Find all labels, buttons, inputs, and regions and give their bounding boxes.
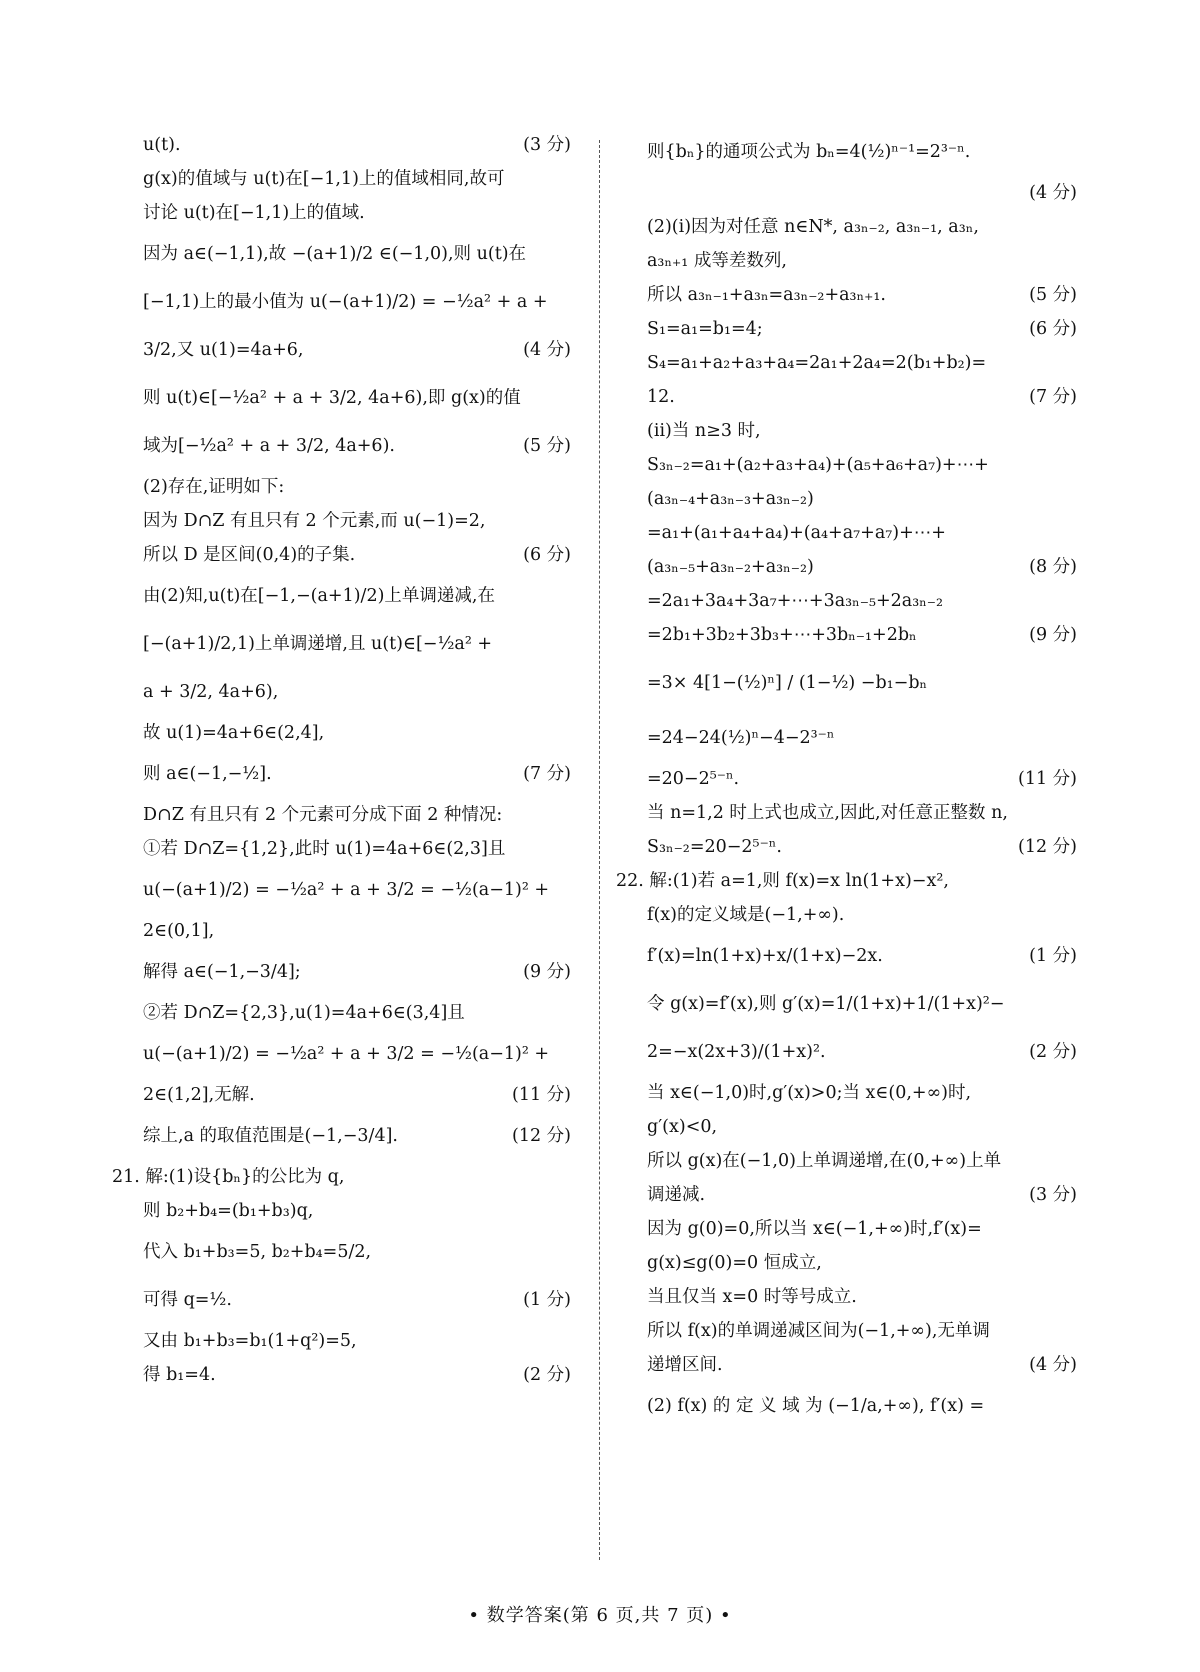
text-line [647, 762, 1077, 796]
line-text: S₁=a₁=b₁=4; [647, 319, 763, 339]
text-line [647, 244, 1077, 278]
line-text: 2∈(0,1], [143, 921, 215, 941]
text-line [143, 504, 571, 538]
text-line [143, 1078, 571, 1112]
text-line [143, 572, 571, 620]
text-line [143, 230, 571, 278]
line-text: (a₃ₙ₋₄+a₃ₙ₋₃+a₃ₙ₋₂) [647, 489, 814, 509]
text-line [143, 538, 571, 572]
line-text: 得 b₁=4. [143, 1365, 216, 1385]
line-text: 解得 a∈(−1,−3/4]; [143, 962, 301, 982]
line-text: 所以 D 是区间(0,4)的子集. [143, 545, 356, 565]
line-text: D∩Z 有且只有 2 个元素可分成下面 2 种情况: [143, 805, 503, 825]
line-text: 令 g(x)=f′(x),则 g′(x)=1/(1+x)+1/(1+x)²− [647, 994, 1005, 1014]
text-line [143, 374, 571, 422]
text-line [647, 652, 1077, 714]
text-line [143, 162, 571, 196]
text-line [143, 1030, 571, 1078]
line-text: u(t). [143, 135, 181, 155]
line-text: 则 b₂+b₄=(b₁+b₃)q, [143, 1201, 314, 1221]
line-text: (2)存在,证明如下: [143, 477, 285, 497]
text-line [647, 414, 1077, 448]
score-mark: (6 分) [1029, 319, 1077, 339]
line-text: 2=−x(2x+3)/(1+x)². [647, 1042, 826, 1062]
text-line [647, 176, 1077, 210]
line-text: 当 x∈(−1,0)时,g′(x)>0;当 x∈(0,+∞)时, [647, 1083, 972, 1103]
line-text: f′(x)=ln(1+x)+x/(1+x)−2x. [647, 946, 883, 966]
text-line [143, 1324, 571, 1358]
text-line [143, 1112, 571, 1160]
score-mark: (5 分) [1029, 285, 1077, 305]
line-text: 代入 b₁+b₃=5, b₂+b₄=5/2, [143, 1242, 372, 1262]
text-line [143, 422, 571, 470]
line-text: 由(2)知,u(t)在[−1,−(a+1)/2)上单调递减,在 [143, 586, 495, 606]
line-text: =3× 4[1−(½)ⁿ] / (1−½) −b₁−bₙ [647, 673, 928, 693]
text-line [143, 996, 571, 1030]
line-text: 所以 g(x)在(−1,0)上单调递增,在(0,+∞)上单 [647, 1151, 1002, 1171]
text-line [647, 128, 1077, 176]
text-line [143, 1276, 571, 1324]
text-line [112, 1160, 571, 1194]
score-mark: (7 分) [1029, 387, 1077, 407]
text-line [143, 798, 571, 832]
line-text: =24−24(½)ⁿ−4−2³⁻ⁿ [647, 728, 835, 748]
text-line [647, 1028, 1077, 1076]
score-mark: (5 分) [523, 436, 571, 456]
right-column [616, 128, 1077, 1430]
text-line [647, 1076, 1077, 1110]
score-mark: (1 分) [1029, 946, 1077, 966]
line-text: g(x)的值域与 u(t)在[−1,1)上的值域相同,故可 [143, 169, 505, 189]
line-text: 22. 解:(1)若 a=1,则 f(x)=x ln(1+x)−x², [616, 871, 949, 891]
line-text: 综上,a 的取值范围是(−1,−3/4]. [143, 1126, 398, 1146]
line-text: 2∈(1,2],无解. [143, 1085, 255, 1105]
line-text: (2)(ⅰ)因为对任意 n∈N*, a₃ₙ₋₂, a₃ₙ₋₁, a₃ₙ, [647, 217, 979, 237]
text-line [647, 1212, 1077, 1246]
text-line [143, 716, 571, 750]
text-line [647, 618, 1077, 652]
text-line [143, 278, 571, 326]
line-text: g′(x)<0, [647, 1117, 718, 1137]
text-line [143, 1228, 571, 1276]
column-divider [599, 140, 600, 1560]
line-text: (ⅱ)当 n≥3 时, [647, 421, 761, 441]
score-mark: (2 分) [523, 1365, 571, 1385]
line-text: a + 3/2, 4a+6), [143, 682, 279, 702]
line-text: a₃ₙ₊₁ 成等差数列, [647, 251, 787, 271]
line-text: u(−(a+1)/2) = −½a² + a + 3/2 = −½(a−1)² + [143, 1044, 550, 1064]
text-line [143, 128, 571, 162]
line-text: 调递减. [647, 1185, 706, 1205]
line-text: 故 u(1)=4a+6∈(2,4], [143, 723, 325, 743]
line-text: 当 n=1,2 时上式也成立,因此,对任意正整数 n, [647, 803, 1008, 823]
line-text: ①若 D∩Z={1,2},此时 u(1)=4a+6∈(2,3]且 [143, 839, 506, 859]
text-line [647, 346, 1077, 380]
text-line [647, 448, 1077, 482]
text-line [647, 932, 1077, 980]
line-text: =2b₁+3b₂+3b₃+⋯+3bₙ₋₁+2bₙ [647, 625, 917, 645]
line-text: 域为[−½a² + a + 3/2, 4a+6). [143, 436, 395, 456]
score-mark: (6 分) [523, 545, 571, 565]
line-text: S₃ₙ₋₂=20−2⁵⁻ⁿ. [647, 837, 782, 857]
text-line [143, 1194, 571, 1228]
text-line [647, 278, 1077, 312]
page-footer: • 数学答案(第 6 页,共 7 页) • [468, 1605, 732, 1626]
text-line [647, 1144, 1077, 1178]
line-text: 因为 a∈(−1,1),故 −(a+1)/2 ∈(−1,0),则 u(t)在 [143, 244, 527, 264]
line-text: 因为 g(0)=0,所以当 x∈(−1,+∞)时,f′(x)= [647, 1219, 982, 1239]
text-line [647, 380, 1077, 414]
line-text: [−1,1)上的最小值为 u(−(a+1)/2) = −½a² + a + [143, 292, 548, 312]
text-line [647, 714, 1077, 762]
text-line [143, 1358, 571, 1392]
text-line [143, 866, 571, 914]
score-mark: (9 分) [1029, 625, 1077, 645]
text-line [647, 312, 1077, 346]
score-mark: (4 分) [1029, 183, 1077, 203]
score-mark: (11 分) [1018, 769, 1077, 789]
text-line [647, 830, 1077, 864]
line-text: 当且仅当 x=0 时等号成立. [647, 1287, 857, 1307]
score-mark: (3 分) [1029, 1185, 1077, 1205]
text-line [143, 832, 571, 866]
score-mark: (4 分) [1029, 1355, 1077, 1375]
text-line [647, 1314, 1077, 1348]
line-text: =2a₁+3a₄+3a₇+⋯+3a₃ₙ₋₅+2a₃ₙ₋₂ [647, 591, 944, 611]
score-mark: (2 分) [1029, 1042, 1077, 1062]
line-text: 递增区间. [647, 1355, 723, 1375]
text-line [647, 482, 1077, 516]
text-line [647, 584, 1077, 618]
line-text: 则 u(t)∈[−½a² + a + 3/2, 4a+6),即 g(x)的值 [143, 388, 521, 408]
score-mark: (9 分) [523, 962, 571, 982]
text-line [647, 1280, 1077, 1314]
text-line [143, 750, 571, 798]
score-mark: (1 分) [523, 1290, 571, 1310]
score-mark: (4 分) [523, 340, 571, 360]
line-text: 则{bₙ}的通项公式为 bₙ=4(½)ⁿ⁻¹=2³⁻ⁿ. [647, 142, 971, 162]
line-text: (2) f(x) 的 定 义 域 为 (−1/a,+∞), f′(x) = [647, 1396, 985, 1416]
text-line [647, 550, 1077, 584]
line-text: f(x)的定义域是(−1,+∞). [647, 905, 845, 925]
score-mark: (11 分) [512, 1085, 571, 1105]
line-text: S₃ₙ₋₂=a₁+(a₂+a₃+a₄)+(a₅+a₆+a₇)+⋯+ [647, 455, 989, 475]
score-mark: (12 分) [1018, 837, 1077, 857]
text-line [647, 1246, 1077, 1280]
text-line [647, 1348, 1077, 1382]
score-mark: (3 分) [523, 135, 571, 155]
line-text: =20−2⁵⁻ⁿ. [647, 769, 740, 789]
text-line [143, 948, 571, 996]
line-text: 3/2,又 u(1)=4a+6, [143, 340, 304, 360]
line-text: 讨论 u(t)在[−1,1)上的值域. [143, 203, 365, 223]
score-mark: (8 分) [1029, 557, 1077, 577]
text-line [143, 196, 571, 230]
text-line [647, 516, 1077, 550]
text-line [647, 210, 1077, 244]
line-text: 所以 f(x)的单调递减区间为(−1,+∞),无单调 [647, 1321, 990, 1341]
text-line [647, 1382, 1077, 1430]
line-text: 12. [647, 387, 675, 407]
line-text: 因为 D∩Z 有且只有 2 个元素,而 u(−1)=2, [143, 511, 486, 531]
text-line [647, 1178, 1077, 1212]
line-text: 21. 解:(1)设{bₙ}的公比为 q, [112, 1167, 345, 1187]
line-text: 又由 b₁+b₃=b₁(1+q²)=5, [143, 1331, 357, 1351]
text-line [647, 1110, 1077, 1144]
line-text: u(−(a+1)/2) = −½a² + a + 3/2 = −½(a−1)² + [143, 880, 550, 900]
text-line [143, 668, 571, 716]
line-text: 所以 a₃ₙ₋₁+a₃ₙ=a₃ₙ₋₂+a₃ₙ₊₁. [647, 285, 886, 305]
text-line [143, 620, 571, 668]
text-line [143, 470, 571, 504]
line-text: (a₃ₙ₋₅+a₃ₙ₋₂+a₃ₙ₋₂) [647, 557, 814, 577]
text-line [143, 914, 571, 948]
score-mark: (7 分) [523, 764, 571, 784]
line-text: =a₁+(a₁+a₄+a₄)+(a₄+a₇+a₇)+⋯+ [647, 523, 946, 543]
line-text: 则 a∈(−1,−½]. [143, 764, 272, 784]
score-mark: (12 分) [512, 1126, 571, 1146]
line-text: S₄=a₁+a₂+a₃+a₄=2a₁+2a₄=2(b₁+b₂)= [647, 353, 987, 373]
text-line [616, 864, 1077, 898]
text-line [647, 796, 1077, 830]
text-line [647, 980, 1077, 1028]
line-text: [−(a+1)/2,1)上单调递增,且 u(t)∈[−½a² + [143, 634, 493, 654]
text-line [143, 326, 571, 374]
line-text: g(x)≤g(0)=0 恒成立, [647, 1253, 822, 1273]
line-text: ②若 D∩Z={2,3},u(1)=4a+6∈(3,4]且 [143, 1003, 465, 1023]
left-column [112, 128, 571, 1392]
line-text: 可得 q=½. [143, 1290, 232, 1310]
text-line [647, 898, 1077, 932]
